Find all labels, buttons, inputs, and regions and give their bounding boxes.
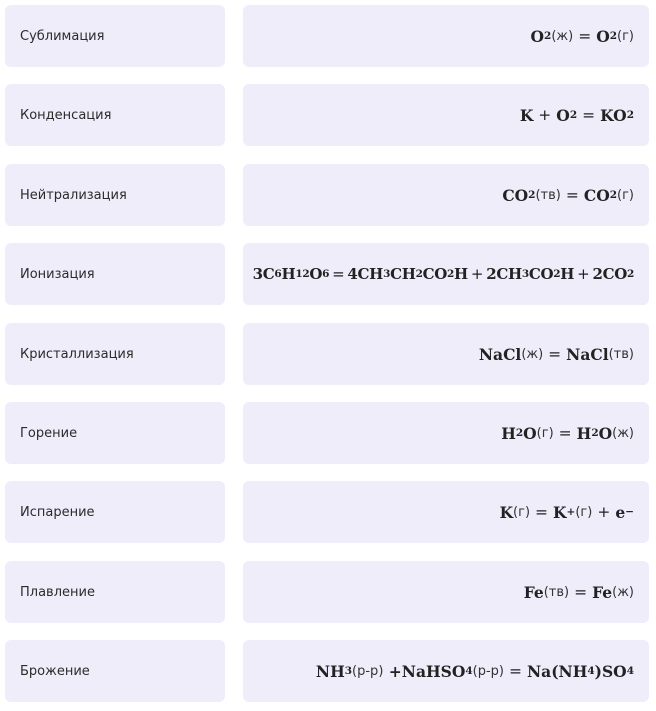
term-card[interactable]: Испарение bbox=[5, 481, 225, 543]
match-row bbox=[0, 640, 656, 702]
equation-card[interactable]: K (г) = K + (г) + e − bbox=[243, 481, 649, 543]
equation-card[interactable]: 3C 6 H 12 O 6 = 4CH 3 CH 2 CO 2 H + 2CH 3 CO 2 H + 2CO 2 bbox=[243, 243, 649, 305]
match-row bbox=[0, 402, 656, 464]
match-row bbox=[0, 481, 656, 543]
term-card[interactable]: Сублимация bbox=[5, 5, 225, 67]
match-row bbox=[0, 243, 656, 305]
term-card[interactable]: Плавление bbox=[5, 561, 225, 623]
match-row bbox=[0, 5, 656, 67]
term-card[interactable]: Кристаллизация bbox=[5, 323, 225, 385]
match-row bbox=[0, 323, 656, 385]
equation-card[interactable]: CO 2 (тв) = CO 2 (г) bbox=[243, 164, 649, 226]
term-card[interactable]: Горение bbox=[5, 402, 225, 464]
match-row bbox=[0, 561, 656, 623]
term-card[interactable]: Нейтрализация bbox=[5, 164, 225, 226]
equation-card[interactable]: Fe (тв) = Fe (ж) bbox=[243, 561, 649, 623]
term-card[interactable]: Ионизация bbox=[5, 243, 225, 305]
term-card[interactable]: Брожение bbox=[5, 640, 225, 702]
match-row bbox=[0, 84, 656, 146]
term-card[interactable]: Конденсация bbox=[5, 84, 225, 146]
equation-card[interactable]: NH 3 (р-р) +NaHSO 4 (р-р) = Na(NH 4 )SO 4 bbox=[243, 640, 649, 702]
equation-card[interactable]: H 2 O (г) = H 2 O (ж) bbox=[243, 402, 649, 464]
equation-card[interactable]: NaCl (ж) = NaCl (тв) bbox=[243, 323, 649, 385]
match-row bbox=[0, 164, 656, 226]
equation-card[interactable]: K + O 2 = KO 2 bbox=[243, 84, 649, 146]
equation-card[interactable]: O 2 (ж) = O 2 (г) bbox=[243, 5, 649, 67]
